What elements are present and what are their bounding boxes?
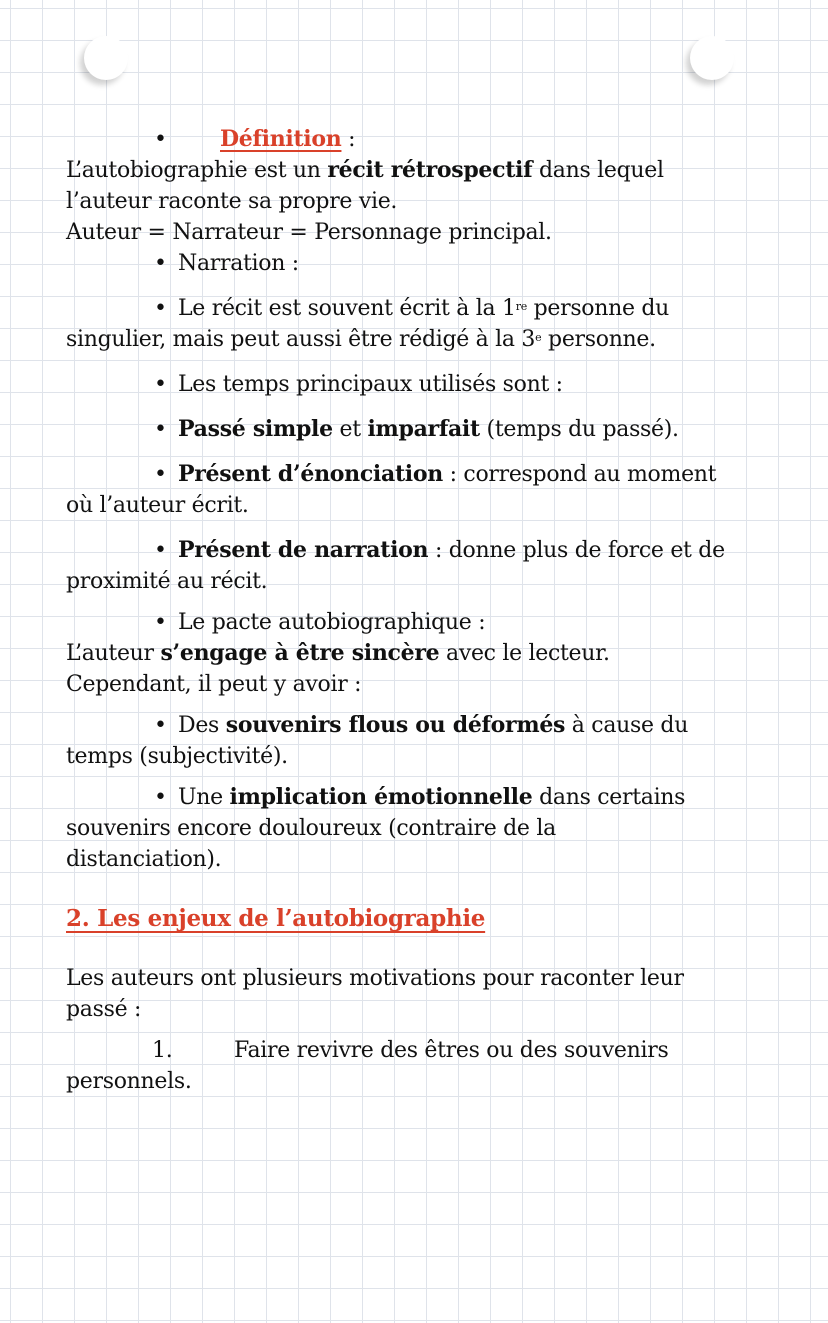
- section-2-intro-2: passé :: [66, 997, 142, 1022]
- pacte-bullet-souvenirs: • Des souvenirs flous ou déformés à cause du: [66, 710, 786, 741]
- pacte-line-2: Cependant, il peut y avoir :: [66, 672, 362, 697]
- definition-line-3: Auteur = Narrateur = Personnage principal.: [66, 220, 552, 245]
- bullet-icon: •: [154, 538, 167, 563]
- bullet-icon: •: [154, 372, 167, 397]
- pacte-bullet-implication-cont-2: distanciation).: [66, 847, 222, 872]
- tense-present-enonciation-cont: où l’auteur écrit.: [66, 493, 249, 518]
- pacte-bullet-souvenirs-cont: temps (subjectivité).: [66, 744, 288, 769]
- tenses-heading: • Les temps principaux utilisés sont :: [66, 369, 786, 400]
- list-item-1-cont: personnels.: [66, 1069, 192, 1094]
- definition-line-2: l’auteur raconte sa propre vie.: [66, 189, 398, 214]
- pacte-bullet-implication-cont-1: souvenirs encore douloureux (contraire de la: [66, 816, 556, 841]
- definition-heading: • Définition :: [66, 124, 786, 155]
- binder-hole-right: [690, 36, 734, 80]
- pacte-line-1: L’auteur s’engage à être sincère avec le lecteur.: [66, 640, 610, 666]
- definition-line-1: L’autobiographie est un récit rétrospectif dans lequel: [66, 157, 664, 183]
- narration-person-2: singulier, mais peut aussi être rédigé à la 3e personne.: [66, 327, 656, 352]
- narration-heading: • Narration :: [66, 248, 786, 279]
- bullet-icon: •: [154, 127, 167, 152]
- bullet-icon: •: [154, 417, 167, 442]
- section-2-intro-1: Les auteurs ont plusieurs motivations pour raconter leur: [66, 966, 684, 991]
- notes-page: [66, 124, 786, 1097]
- section-2-title: 2. Les enjeux de l’autobiographie: [66, 905, 486, 932]
- bullet-icon: •: [154, 462, 167, 487]
- bullet-icon: •: [154, 251, 167, 276]
- bullet-icon: •: [154, 296, 167, 321]
- bullet-icon: •: [154, 610, 167, 635]
- pacte-heading: • Le pacte autobiographique :: [66, 607, 786, 638]
- bullet-icon: •: [154, 785, 167, 810]
- tense-passe-simple: • Passé simple et imparfait (temps du passé).: [66, 414, 786, 445]
- pacte-bullet-implication: • Une implication émotionnelle dans certains: [66, 782, 786, 813]
- tense-present-enonciation: • Présent d’énonciation : correspond au moment: [66, 459, 786, 490]
- binder-hole-left: [84, 36, 128, 80]
- bullet-icon: •: [154, 713, 167, 738]
- tense-present-narration: • Présent de narration : donne plus de force et de: [66, 535, 786, 566]
- narration-person-1: • Le récit est souvent écrit à la 1re personne du: [66, 293, 786, 324]
- tense-present-narration-cont: proximité au récit.: [66, 569, 268, 594]
- list-item-1: 1. Faire revivre des êtres ou des souvenirs: [152, 1038, 669, 1063]
